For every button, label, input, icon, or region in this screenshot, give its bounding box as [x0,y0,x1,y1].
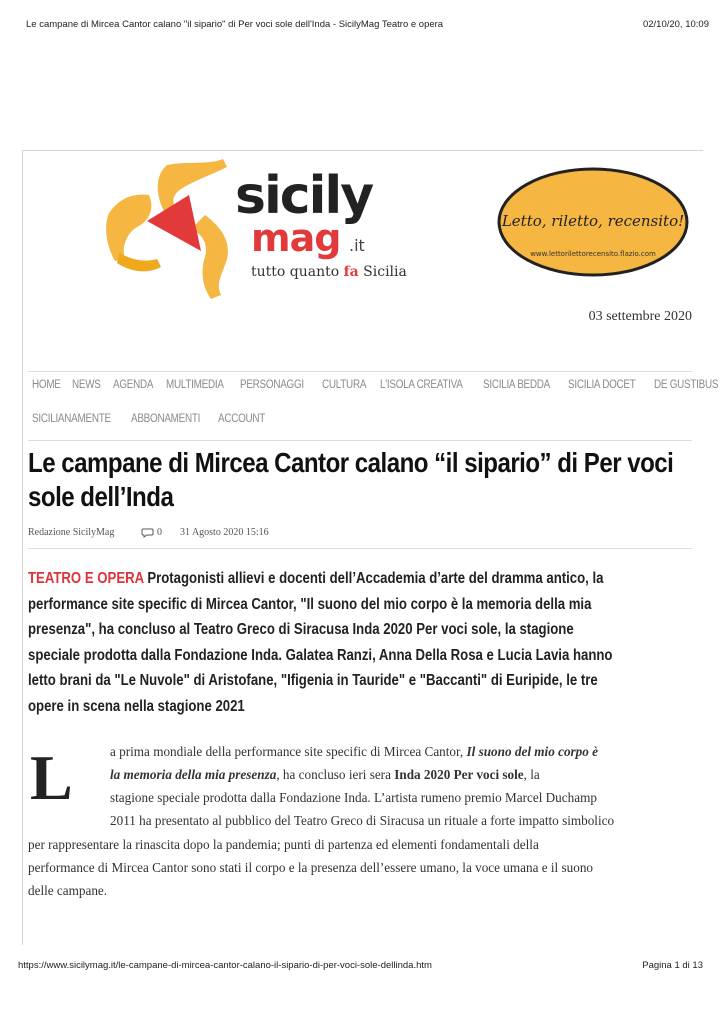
nav-item-news[interactable]: NEWS [72,379,101,391]
body-line: a prima mondiale della performance site specific di Mircea Cantor, Il suono del mio corpo è [110,744,599,759]
body-line: performance di Mircea Cantor sono stati il corpo e la presenza dell’essere umano, la voce umana e il suono [28,860,594,875]
nav-item-cultura[interactable]: CULTURA [321,379,366,391]
nav-item-abbonamenti[interactable]: ABBONAMENTI [130,413,200,425]
print-page-number: Pagina 1 di 13 [642,960,703,971]
article-headline [28,446,698,514]
nav-item-multimedia[interactable]: MULTIMEDIA [166,379,225,391]
logo-brand-top: sicily [235,166,373,226]
category-link[interactable]: TEATRO E OPERA [28,570,144,587]
badge-text: Letto, riletto, recensito! [501,212,685,230]
nav-item-de-gustibus[interactable]: DE GUSTIBUS [653,379,718,391]
body-line: 2011 ha presentato al pubblico del Teatro Greco di Siracusa un rituale a forte impatto simbolico [110,813,615,828]
nav-item-home[interactable]: HOME [32,379,61,391]
article-lead [28,566,708,719]
trinacria-icon [106,159,228,299]
nav-row-2 [32,413,280,433]
print-footer [18,960,703,974]
print-url: https://www.sicilymag.it/le-campane-di-mircea-cantor-calano-il-sipario-di-per-voci-sole-dellinda.htm [18,960,432,971]
main-nav [28,371,718,441]
print-header [26,19,709,33]
print-page-title: Le campane di Mircea Cantor calano "il sipario" di Per voci sole dell'Inda - SicilyMag Teatro e opera [26,19,444,30]
nav-item-personaggi[interactable]: PERSONAGGI [240,379,305,391]
article-meta [28,527,692,549]
nav-item-sicilia-docet[interactable]: SICILIA DOCET [568,379,636,391]
lead-line: opere in scena nella stagione 2021 [28,697,245,715]
body-line: per rappresentare la rinascita dopo la pandemia; punti di partenza ed elementi fondamentali della [28,837,539,852]
comments-count: 0 [157,527,162,538]
lead-line: presenza", ha concluso al Teatro Greco di Siracusa Inda 2020 Per voci sole, la stagione [28,621,574,638]
nav-row-1 [32,379,725,399]
author-link[interactable]: Redazione SicilyMag [28,527,115,538]
body-line: la memoria della mia presenza, ha concluso ieri sera Inda 2020 Per voci sole, la [110,767,540,782]
badge-url: www.lettorilettorecensito.flazio.com [530,250,656,258]
logo-brand-tld: .it [349,236,365,255]
nav-item-account[interactable]: ACCOUNT [218,413,266,425]
comments-link[interactable] [141,527,162,538]
nav-item-sicilianamente[interactable]: SICILIANAMENTE [32,413,111,425]
nav-item-l-isola-creativa[interactable]: L'ISOLA CREATIVA [380,379,463,391]
body-line: stagione speciale prodotta dalla Fondazione Inda. L’artista rumeno premio Marcel Duchamp [110,790,597,805]
body-line: delle campane. [28,883,108,898]
lead-line: TEATRO E OPERA Protagonisti allievi e docenti dell’Accademia d’arte del dramma antico, la [28,570,604,587]
nav-item-sicilia-bedda[interactable]: SICILIA BEDDA [483,379,551,391]
publish-date: 31 Agosto 2020 15:16 [180,527,269,538]
headline-line: sole dell’Inda [28,481,174,512]
comment-icon [141,528,154,538]
lead-line: letto brani da "Le Nuvole" di Aristofane, "Ifigenia in Tauride" e "Baccanti" di Euripide, le tre [28,672,598,689]
drop-cap: L [30,742,73,813]
letto-riletto-badge[interactable] [496,166,690,278]
logo-brand-bottom: mag [251,216,341,260]
sicilymag-logo[interactable] [105,155,420,305]
headline-line: Le campane di Mircea Cantor calano “il sipario” di Per voci [28,447,674,478]
print-datetime: 02/10/20, 10:09 [642,19,709,30]
lead-line: speciale prodotta dalla Fondazione Inda. Galatea Ranzi, Anna Della Rosa e Lucia Lavia hanno [28,646,613,664]
logo-tagline: tutto quanto fa Sicilia [251,264,407,280]
lead-line: performance site specific di Mircea Cantor, "Il suono del mio corpo è la memoria della mia [28,595,592,613]
nav-item-agenda[interactable]: AGENDA [112,379,153,391]
masthead-date: 03 settembre 2020 [588,309,692,324]
